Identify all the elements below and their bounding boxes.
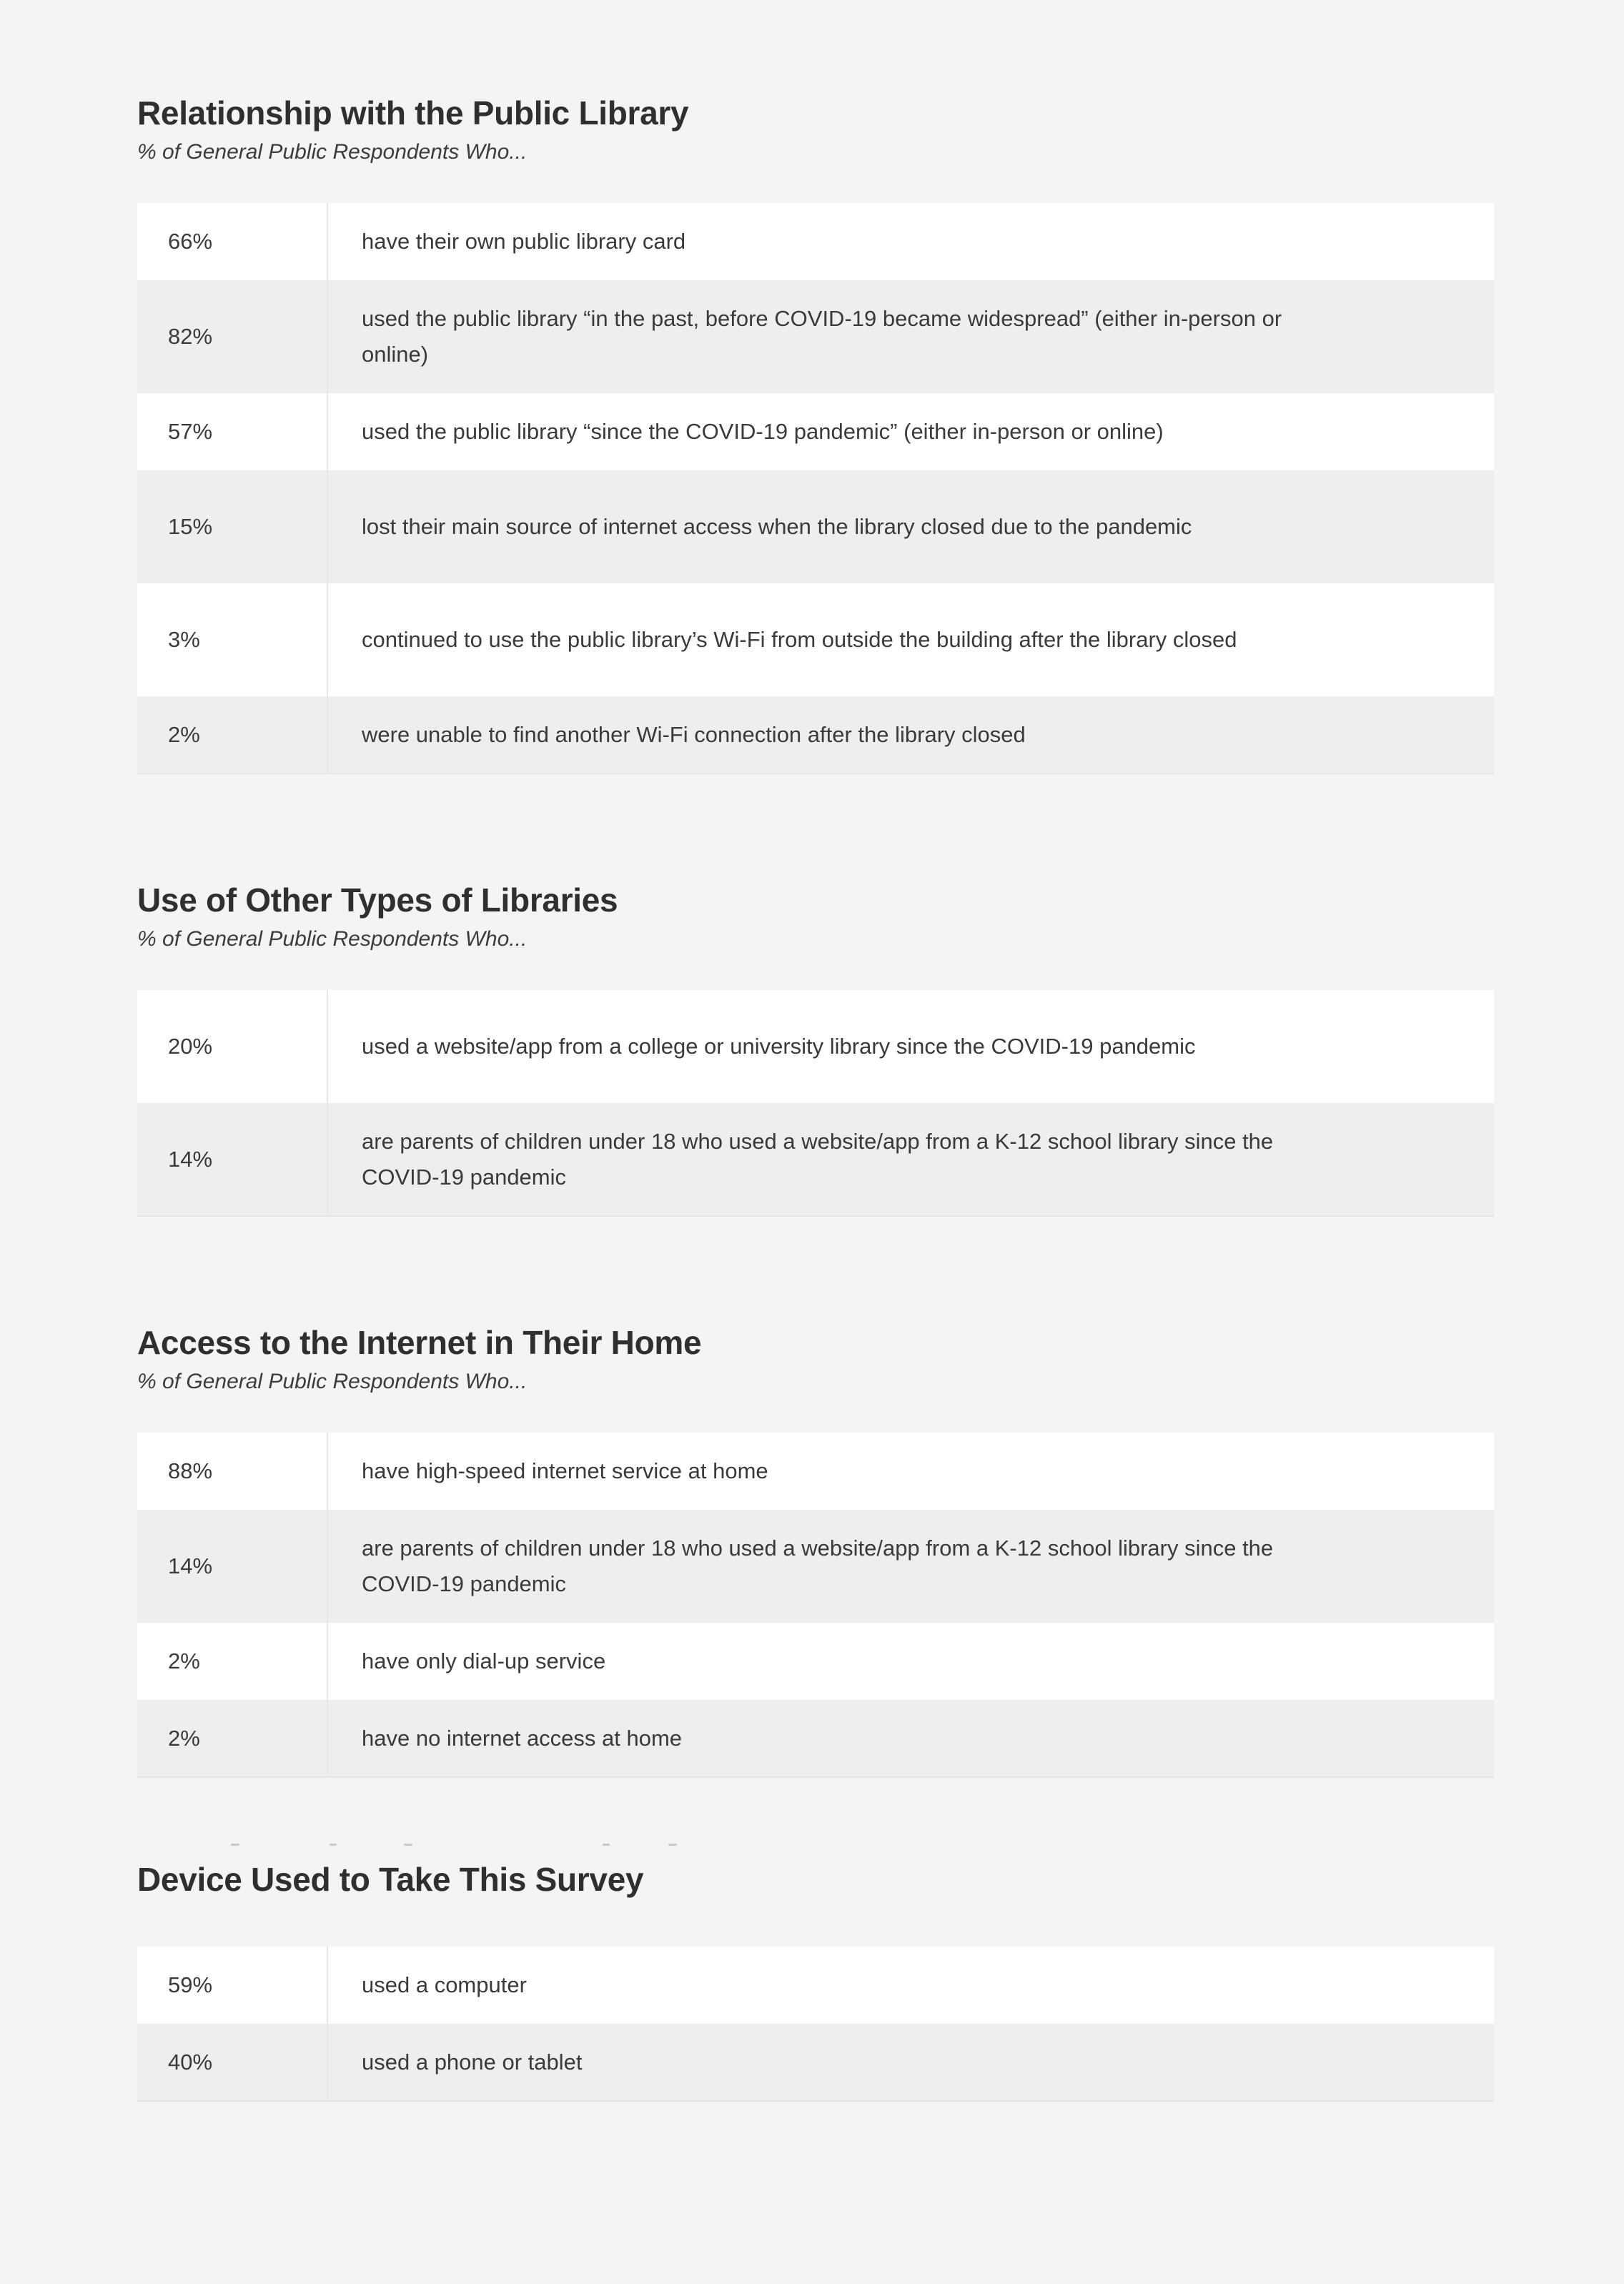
- table-row: [137, 1510, 1494, 1623]
- stats-table-body: [137, 203, 1494, 773]
- stats-table-body: [137, 1433, 1494, 1777]
- description-text: used a computer: [362, 1972, 527, 1997]
- report-section: [137, 1844, 1494, 2102]
- table-row: [137, 1433, 1494, 1510]
- percentage-cell: 3%: [168, 627, 200, 652]
- table-row: [137, 1623, 1494, 1700]
- description-text: have their own public library card: [362, 229, 686, 254]
- description-text: used a phone or tablet: [362, 2049, 583, 2075]
- description-cell: [327, 2024, 1494, 2101]
- table-row: [137, 990, 1494, 1103]
- description-text: used the public library “in the past, before COVID-19 became widespread” (either in-person or online): [362, 306, 1282, 367]
- description-text: used a website/app from a college or university library since the COVID-19 pandemic: [362, 1034, 1196, 1059]
- survey-report: [137, 0, 1494, 2102]
- section-title: Device Used to Take This Survey: [137, 1861, 644, 1898]
- description-cell: [327, 470, 1494, 583]
- description-cell: [327, 393, 1494, 470]
- description-text: used the public library “since the COVID-19 pandemic” (either in-person or online): [362, 419, 1164, 444]
- section-title: Use of Other Types of Libraries: [137, 881, 618, 919]
- section-title: Relationship with the Public Library: [137, 94, 689, 132]
- stats-table: [137, 1947, 1494, 2102]
- report-section: [137, 880, 1494, 1217]
- description-cell: [327, 1700, 1494, 1777]
- section-subtitle: % of General Public Respondents Who...: [137, 1370, 528, 1393]
- table-row: [137, 393, 1494, 470]
- description-text: are parents of children under 18 who used a website/app from a K-12 school library since the COVID-19 pandemic: [362, 1128, 1274, 1190]
- percentage-cell: 2%: [168, 1648, 200, 1674]
- description-text: have high-speed internet service at home: [362, 1458, 768, 1483]
- description-text: have no internet access at home: [362, 1725, 683, 1751]
- stats-table-body: [137, 1947, 1494, 2101]
- percentage-cell: 2%: [168, 1725, 200, 1751]
- description-cell: [327, 990, 1494, 1103]
- table-row: [137, 1947, 1494, 2024]
- description-text: lost their main source of internet access when the library closed due to the pandemic: [362, 514, 1192, 539]
- description-cell: [327, 1103, 1494, 1216]
- table-row: [137, 583, 1494, 696]
- percentage-cell: 14%: [168, 1146, 213, 1172]
- table-row: [137, 1700, 1494, 1777]
- report-section: [137, 1323, 1494, 1778]
- stats-table: [137, 1433, 1494, 1778]
- table-row: [137, 203, 1494, 280]
- stats-table: [137, 203, 1494, 774]
- table-row: [137, 696, 1494, 773]
- description-cell: [327, 583, 1494, 696]
- percentage-cell: 66%: [168, 229, 213, 254]
- section-subtitle: % of General Public Respondents Who...: [137, 140, 528, 164]
- description-text: are parents of children under 18 who used a website/app from a K-12 school library since the COVID-19 pandemic: [362, 1536, 1274, 1596]
- percentage-cell: 59%: [168, 1972, 213, 1997]
- stats-table-body: [137, 990, 1494, 1216]
- table-row: [137, 470, 1494, 583]
- description-cell: [327, 280, 1494, 393]
- description-cell: [327, 1433, 1494, 1510]
- description-cell: [327, 1623, 1494, 1700]
- section-title: Access to the Internet in Their Home: [137, 1324, 702, 1361]
- section-subtitle: % of General Public Respondents Who...: [137, 927, 528, 951]
- percentage-cell: 14%: [168, 1553, 213, 1578]
- report-section: [137, 93, 1494, 774]
- dash-mark: [603, 1844, 610, 1846]
- dash-mark: [330, 1844, 337, 1846]
- dash-mark: [231, 1844, 239, 1846]
- description-cell: [327, 1947, 1494, 2024]
- dash-mark: [404, 1844, 412, 1846]
- percentage-cell: 57%: [168, 419, 213, 444]
- percentage-cell: 88%: [168, 1458, 213, 1483]
- percentage-cell: 40%: [168, 2049, 213, 2075]
- dash-mark: [668, 1844, 677, 1846]
- description-text: were unable to find another Wi-Fi connection after the library closed: [362, 721, 1026, 747]
- percentage-cell: 2%: [168, 721, 200, 747]
- percentage-cell: 15%: [168, 514, 213, 539]
- description-text: continued to use the public library’s Wi-Fi from outside the building after the library closed: [362, 627, 1237, 652]
- description-cell: [327, 696, 1494, 773]
- table-row: [137, 1103, 1494, 1216]
- table-row: [137, 280, 1494, 393]
- description-cell: [327, 203, 1494, 280]
- clipped-text-remnant: [137, 1844, 1494, 1847]
- description-text: have only dial-up service: [362, 1648, 606, 1674]
- table-row: [137, 2024, 1494, 2101]
- percentage-cell: 82%: [168, 324, 213, 349]
- stats-table: [137, 990, 1494, 1217]
- percentage-cell: 20%: [168, 1034, 213, 1059]
- description-cell: [327, 1510, 1494, 1623]
